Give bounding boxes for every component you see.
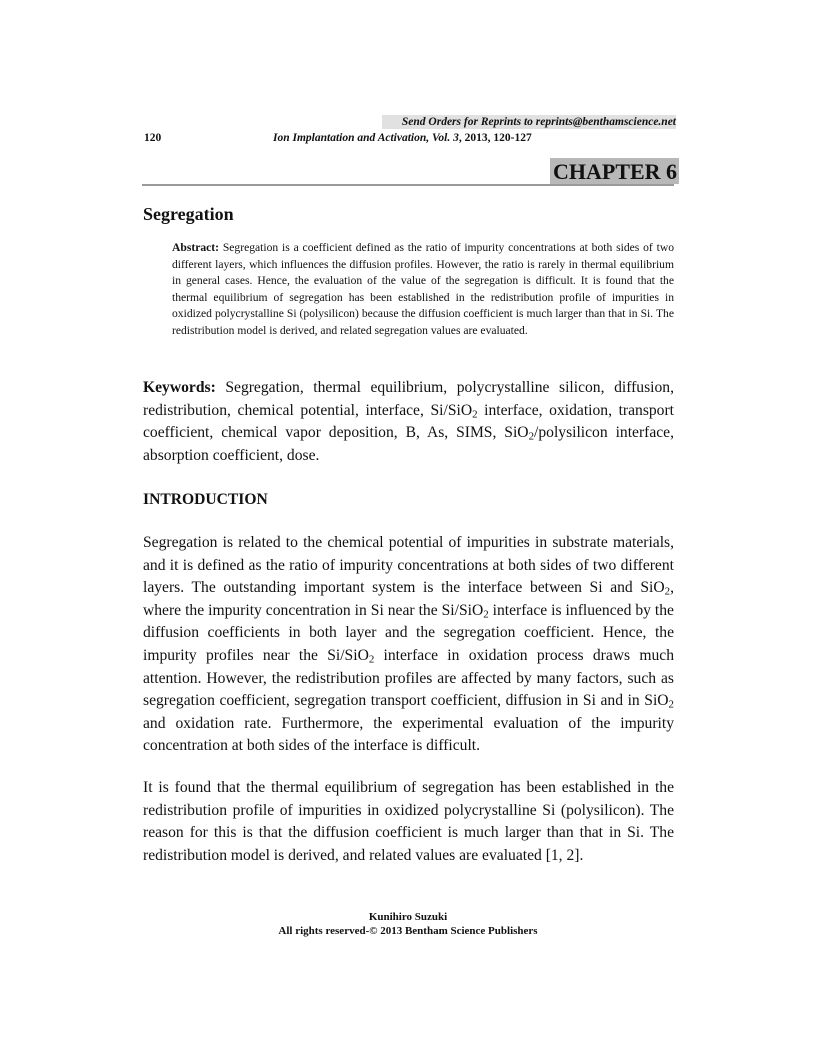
article-title: Segregation — [143, 204, 234, 224]
subscript: 2 — [483, 608, 489, 621]
journal-title: Ion Implantation and Activation, Vol. 3 — [273, 132, 459, 144]
subscript: 2 — [368, 653, 375, 666]
footer-copyright: All rights reserved-© 2013 Bentham Science Publishers — [278, 925, 538, 937]
keywords-text: interface, oxidation, transport coefficient, chemical vapor deposition, B, As, SIMS, SiO — [143, 401, 675, 442]
page-footer — [0, 910, 816, 938]
subscript: 2 — [668, 698, 674, 711]
paragraph-text: , where the impurity concentration in Si near the Si/SiO — [143, 579, 674, 619]
abstract-label: Abstract: — [172, 241, 220, 254]
footer-author: Kunihiro Suzuki — [368, 911, 448, 923]
chapter-label: CHAPTER 6 — [550, 158, 679, 184]
intro-paragraph-2: It is found that the thermal equilibrium of segregation has been established in the redistribution profile of impurities in oxidized polycrystalline Si (polysilicon). The reason for this is that the diffusion coefficient is much larger than that in Si. The redistribution model is derived, and related values are evaluated [1, 2]. — [143, 779, 674, 864]
abstract — [172, 240, 674, 340]
journal-citation — [273, 131, 532, 145]
intro-paragraph-1 — [143, 532, 674, 758]
header-divider — [142, 184, 674, 186]
subscript: 2 — [664, 585, 671, 598]
paragraph-text: interface is influenced by the diffusion coefficients in both layer and the segregation coefficient. Hence, the impurity profiles near the Si/SiO — [143, 601, 674, 664]
keywords — [143, 377, 674, 467]
paragraph-text: Segregation is related to the chemical potential of impurities in substrate materials, and it is defined as the ratio of impurity concentrations at both sides of two different layers. The outstanding important system is the interface between Si and SiO — [143, 534, 674, 597]
reprint-notice: Send Orders for Reprints to reprints@benthamscience.net — [382, 115, 676, 129]
keywords-text: Segregation, thermal equilibrium, polycrystalline silicon, diffusion, redistribution, chemical potential, interface, Si/SiO — [143, 379, 674, 419]
subscript: 2 — [528, 430, 535, 443]
paragraph-text: interface in oxidation process draws much attention. However, the redistribution profiles are affected by many factors, such as segregation coefficient, segregation transport coefficient, diffusion in Si and in SiO — [143, 646, 674, 710]
section-heading: INTRODUCTION — [143, 491, 268, 508]
subscript: 2 — [472, 408, 478, 421]
page-number: 120 — [144, 132, 162, 144]
paragraph-text: and oxidation rate. Furthermore, the experimental evaluation of the impurity concentration at both sides of the interface is difficult. — [143, 714, 674, 755]
journal-year-pages: , 2013, 120-127 — [458, 132, 532, 144]
keywords-label: Keywords: — [143, 379, 216, 396]
keywords-text: /polysilicon interface, absorption coefficient, dose. — [143, 424, 674, 464]
abstract-text: Segregation is a coefficient defined as the ratio of impurity concentrations at both sides of two different layers, which influences the diffusion profiles. However, the ratio is rarely in thermal equilibrium in general cases. Hence, the evaluation of the value of the segregation is difficult. It is found that the thermal equilibrium of segregation has been established in the redistribution profile of impurities in oxidized polycrystalline Si (polysilicon) because the diffusion coefficient is much larger than that in Si. The redistribution model is derived, and related segregation values are evaluated. — [172, 241, 674, 337]
